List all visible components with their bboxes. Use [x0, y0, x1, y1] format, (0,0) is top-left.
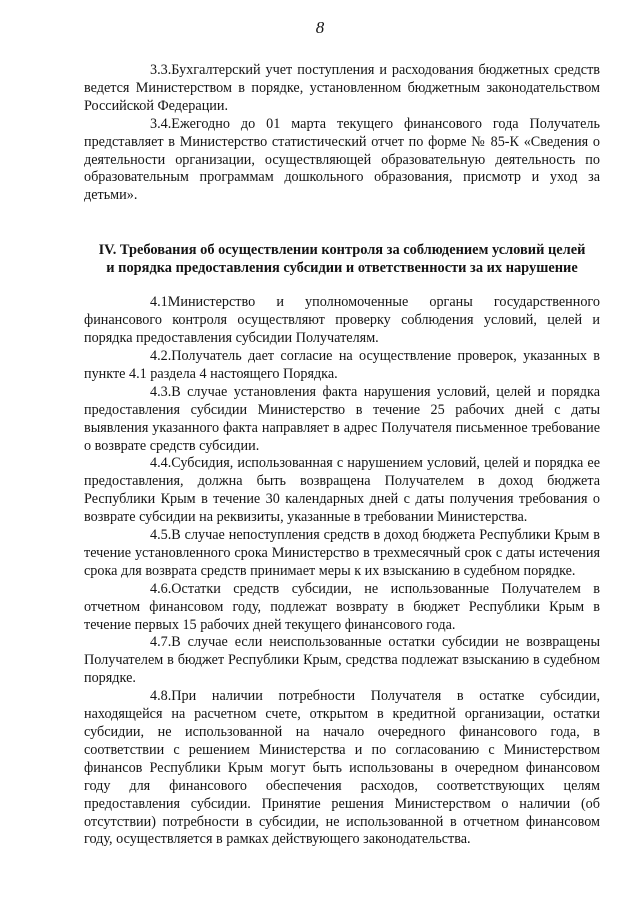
paragraph-number: 4.2.: [150, 347, 172, 364]
paragraph-4-7: [84, 634, 600, 688]
paragraph-4-1: [84, 294, 600, 348]
paragraph-number: 3.3.: [150, 62, 172, 78]
paragraph-number: 4.7.: [150, 634, 172, 651]
paragraph-number: 4.5.: [150, 527, 172, 544]
paragraph-text: При наличии потребности Получателя в остатке субсидии, находящейся на расчетном счете, открытом в кредитной организации, остатки субсидии, не использованной на начало очередного финансового года, в соответствии с решением Министерства и по согласованию с Министерством финансов Республики Крым могут быть использованы в очередном финансовом году для финансового обеспечения расходов, соответствующих целям предоставления субсидии. Принятие решения Министерством о наличии (об отсутствии) потребности в субсидии, не использованной в отчетном финансовом году, осуществляется в рамках действующего законодательства.: [84, 688, 600, 848]
paragraph-number: 4.6.: [150, 580, 172, 597]
paragraph-text: В случае установления факта нарушения условий, целей и порядка предоставления субсидии Министерство в течение 25 рабочих дней с даты выявления указанного факта направляет в адрес Получателя письменное требование о возврате средств субсидии.: [84, 383, 600, 454]
section-heading: IV. Требования об осуществлении контроля за соблюдением условий целей и порядка предоставления субсидии и ответственности за их нарушение: [98, 242, 586, 277]
paragraph-4-3: [84, 384, 600, 456]
paragraph-3-4: [84, 116, 600, 206]
paragraph-number: 4.1: [150, 294, 168, 311]
paragraph-text: Бухгалтерский учет поступления и расходования бюджетных средств ведется Министерством в порядке, установленном бюджетным законодательством Российской Федерации.: [84, 62, 600, 114]
paragraph-4-2: [84, 348, 600, 384]
paragraph-number: 4.8.: [150, 688, 172, 705]
paragraph-text: Остатки средств субсидии, не использованные Получателем в отчетном финансовом году, подлежат возврату в бюджет Республики Крым в течение первых 15 рабочих дней текущего финансового года.: [84, 580, 600, 633]
paragraph-4-6: [84, 581, 600, 635]
paragraph-3-3: [84, 62, 600, 116]
paragraph-text: Ежегодно до 01 марта текущего финансового года Получатель представляет в Министерство статистический отчет по форме № 85-К «Сведения о деятельности организации, осуществляющей образовательную деятельность по образовательным программам дошкольного образования, присмотр и уход за детьми».: [84, 115, 600, 204]
paragraph-text: В случае непоступления средств в доход бюджета Республики Крым в течение установленного срока Министерство в трехмесячный срок с даты истечения срока для возврата средств принимает меры к их взысканию в судебном порядке.: [84, 527, 600, 579]
paragraph-number: 3.4.: [150, 115, 172, 132]
paragraph-4-8: [84, 688, 600, 849]
paragraph-number: 4.3.: [150, 383, 172, 400]
paragraph-text: В случае если неиспользованные остатки субсидии не возвращены Получателем в бюджет Республики Крым, средства подлежат взысканию в судебном порядке.: [84, 634, 600, 687]
document-body: [84, 62, 600, 849]
paragraph-4-4: [84, 455, 600, 527]
page-number: 8: [315, 18, 325, 37]
paragraph-text: Субсидия, использованная с нарушением условий, целей и порядка ее предоставления, должна быть возвращена Получателем в доход бюджета Республики Крым в течение 30 календарных дней с даты получения требования о возврате субсидии на реквизиты, указанные в требовании Министерства.: [84, 455, 600, 526]
paragraph-text: Министерство и уполномоченные органы государственного финансового контроля осуществляют проверку соблюдения условий, целей и порядка предоставления субсидии Получателям.: [84, 294, 600, 347]
paragraph-text: Получатель дает согласие на осуществление проверок, указанных в пункте 4.1 раздела 4 настоящего Порядка.: [84, 347, 600, 382]
paragraph-4-5: [84, 527, 600, 581]
paragraph-number: 4.4.: [150, 455, 172, 472]
